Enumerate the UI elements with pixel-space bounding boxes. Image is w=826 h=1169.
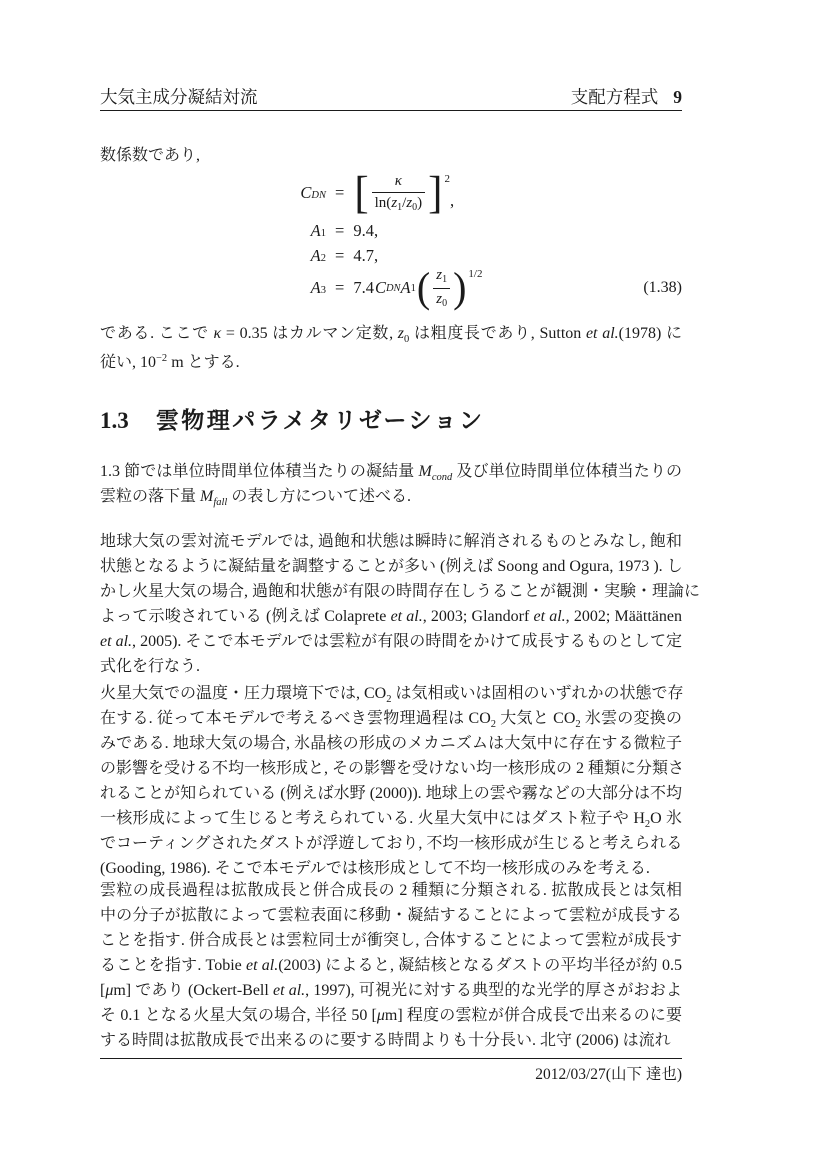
equals-sign: = [335,245,345,265]
math-symbol: A [310,220,321,240]
text-line [100,1028,682,1053]
equation-rhs [353,263,483,312]
text-segment: 2 [490,719,497,730]
text-segment: M [418,463,432,480]
text-segment: et al. [390,608,423,625]
equals-sign: = [335,220,345,240]
equation-rhs [353,168,455,218]
text-line [100,484,682,509]
text-segment: O 氷 [650,810,682,827]
text-segment: et al. [585,325,619,342]
text-segment: 2 [644,819,651,830]
math-subscript: DN [311,190,326,201]
text-segment: 0 [404,334,410,345]
fraction-numerator [433,267,450,288]
text-segment: z [406,194,413,211]
text-segment: の影響を受ける不均一核形成と, その影響を受けない均一核形成の 2 種類に分類さ [100,760,685,777]
section-number: 1.3 [100,408,129,433]
text-line [100,756,685,781]
text-line [100,681,682,706]
exponent: 1/2 [468,268,483,280]
text-segment: 2 [575,719,581,730]
equation-lhs [280,278,326,298]
text-segment: z [436,267,443,283]
text-segment: 氷雲の変換の [580,710,682,727]
text-segment: μ [105,982,114,999]
section-title: 雲物理パラメタリゼーション [155,407,485,433]
text-segment: 中の分子が拡散によって雲粒表面に移動・凝結することによって雲粒が成長する [100,907,682,924]
math-subscript: 1 [320,227,326,239]
text-line [100,346,682,371]
footer-rule [100,1058,682,1059]
text-segment: cond [431,472,453,483]
text-segment: 数係数であり, [100,147,201,164]
text-segment: m とする. [167,354,240,371]
paragraph-4 [100,878,682,1053]
page-number: 9 [673,87,682,107]
text-line [100,1003,682,1028]
text-segment: z [391,194,398,211]
equals-sign: = [335,278,345,297]
right-bracket: ] [428,168,443,218]
equation-lhs [280,221,326,241]
text-line [100,706,682,731]
text-segment: ることを指す. Tobie [100,957,246,974]
text-segment: かし火星大気の場合, 過飽和状態が有限の時間存在しうることが観測・実験・理論に [100,583,701,600]
fraction-denominator [433,288,450,310]
text-segment: (2003) によると, 凝結核となるダストの平均半径が約 0.5 [278,957,682,974]
text-line [100,831,682,856]
text-segment: 式化を行なう. [100,658,201,675]
math-subscript: DN [385,282,401,294]
paragraph-intro [100,143,682,168]
text-line [100,878,682,903]
fraction [433,267,450,309]
text-line [100,554,682,579]
text-segment: m] 程度の雲粒が併合成長で出来るのに要 [384,1007,682,1024]
math-subscript: 1 [410,282,416,294]
text-line [100,321,682,346]
math-symbol: C [374,278,386,297]
header-right-group [571,84,682,109]
fraction-denominator [372,192,426,214]
text-line [100,654,682,679]
left-bracket: [ [354,168,369,218]
text-segment: 1 [442,274,448,285]
left-paren: ( [416,263,431,312]
text-segment: そ 0.1 となる火星大気の場合, 半径 50 [ [100,1007,377,1024]
text-segment: (1978) に [618,325,682,342]
text-line [100,928,682,953]
equation-number: (1.38) [643,279,682,296]
math-symbol: A [310,245,321,265]
text-line [100,604,682,629]
text-segment: ことを指す. 併合成長とは雲粒同士が衝突し, 合体することによって雲粒が成長す [100,932,682,949]
text-segment: 0 [412,201,418,213]
text-segment: である. ここで [100,325,214,342]
equation-row-a3 [280,265,482,311]
fraction [372,173,426,214]
text-segment: は粗度長であり, Sutton [409,325,586,342]
equation-rhs: 9.4, [353,220,379,240]
text-segment: , 2003; Glandorf [422,608,534,625]
text-segment: する時間は拡散成長で出来るのに要する時間よりも十分長い. 北守 (2006) は流れ [100,1032,671,1049]
text-segment: 一核形成によって生じると考えられている. 火星大気中にはダスト粒子や H [100,810,645,827]
text-segment: ) [417,194,423,211]
equation-lhs [280,246,326,266]
text-segment: κ [213,325,222,342]
text-segment: 2 [386,694,392,705]
text-segment: の表し方について述べる. [227,488,412,505]
equation-rhs: 4.7, [353,245,379,265]
text-segment: 火星大気での温度・圧力環境下では, CO [100,685,387,702]
text-line [100,806,682,831]
equation-lhs [280,183,326,203]
text-segment: れることが知られている (例えば水野 (2000)). 地球上の雲や霧などの大部分は不均 [100,785,682,802]
text-segment: −2 [156,353,168,364]
text-segment: 従い, 10 [100,354,157,371]
text-segment: et al. [100,633,133,650]
math-symbol: C [300,183,312,202]
equation-row-a1 [280,218,378,243]
text-segment: et al. [245,957,279,974]
text-segment: et al. [272,982,306,999]
header-rule [100,110,682,111]
text-segment: 在する. 従って本モデルで考えるべき雲物理過程は CO [100,710,491,727]
text-segment: 1 [397,201,403,213]
text-segment: , 2005). そこで本モデルでは雲粒が有限の時間をかけて成長するものとして定 [132,633,683,650]
paragraph-kappa [100,321,682,371]
text-line [100,459,682,484]
text-line [100,953,682,978]
text-line [100,781,682,806]
section-heading [100,402,485,434]
text-segment: = 0.35 はカルマン定数, [221,325,398,342]
text-segment: fall [213,497,228,508]
right-paren: ) [453,263,467,312]
text-segment: κ [394,172,402,189]
text-segment: 雲粒の落下量 [100,488,201,505]
trailing-comma: , [450,190,455,210]
text-segment: z [397,325,405,342]
math-subscript: 2 [320,252,326,264]
math-symbol: A [310,278,321,297]
page-header [100,84,682,109]
paragraph-3 [100,681,685,881]
text-segment: et al. [533,608,566,625]
footer-date-author: 2012/03/27(山下 達也) [535,1066,682,1083]
text-segment: , 1997), 可視光に対する典型的な光学的厚さがおおよ [305,982,682,999]
text-segment: よって示唆されている (例えば Colaprete [100,608,391,625]
text-segment: 大気と CO [496,710,576,727]
math-symbol: A [400,278,411,297]
text-segment: 地球大気の雲対流モデルでは, 過飽和状態は瞬時に解消されるものとみなし, 飽和 [100,533,682,550]
text-segment: ln( [374,194,392,211]
text-segment: μ [376,1007,385,1024]
text-segment: [ [100,982,106,999]
text-segment: 状態となるように凝結量を調整することが多い (例えば Soong and Ogura, 1973 ). し [100,558,683,575]
text-line [100,143,682,168]
text-segment: / [402,194,407,211]
text-segment: は気相或いは固相のいずれかの状態で存 [391,685,684,702]
text-segment: m] であり (Ockert-Bell [113,982,273,999]
text-segment: M [200,488,214,505]
text-line [100,529,682,554]
text-line [100,903,682,928]
text-line [100,978,682,1003]
text-line [100,629,682,654]
exponent: 2 [444,172,450,185]
equation-row-cdn [280,170,454,216]
header-left-title: 大気主成分凝結対流 [100,87,258,107]
text-line [100,731,682,756]
paragraph-2 [100,529,701,679]
text-segment: 及び単位時間単位体積当たりの [452,463,682,480]
text-line [100,579,701,604]
text-segment: 雲粒の成長過程は拡散成長と併合成長の 2 種類に分類される. 拡散成長とは気相 [100,882,682,899]
fraction-numerator [392,173,405,192]
header-right-title: 支配方程式 [570,87,659,107]
equation-block [100,170,682,312]
math-subscript: 3 [320,285,326,296]
text-segment: みである. 地球大気の場合, 氷晶核の形成のメカニズムは大気中に存在する微粒子 [100,735,682,752]
equals-sign: = [335,183,345,202]
text-segment: z [436,290,443,307]
text-segment: , 2002; Määttänen [565,608,682,625]
text-segment: 1.3 節では単位時間単位体積当たりの凝結量 [100,463,419,480]
text-segment: でコーティングされたダストが浮遊しており, 不均一核形成が生じると考えられる [100,835,683,852]
text-segment: 0 [442,297,448,309]
paragraph-1 [100,459,682,509]
coefficient: 7.4 [353,278,374,297]
text-segment: (Gooding, 1986). そこで本モデルでは核形成として不均一核形成のみを考える. [100,860,650,877]
